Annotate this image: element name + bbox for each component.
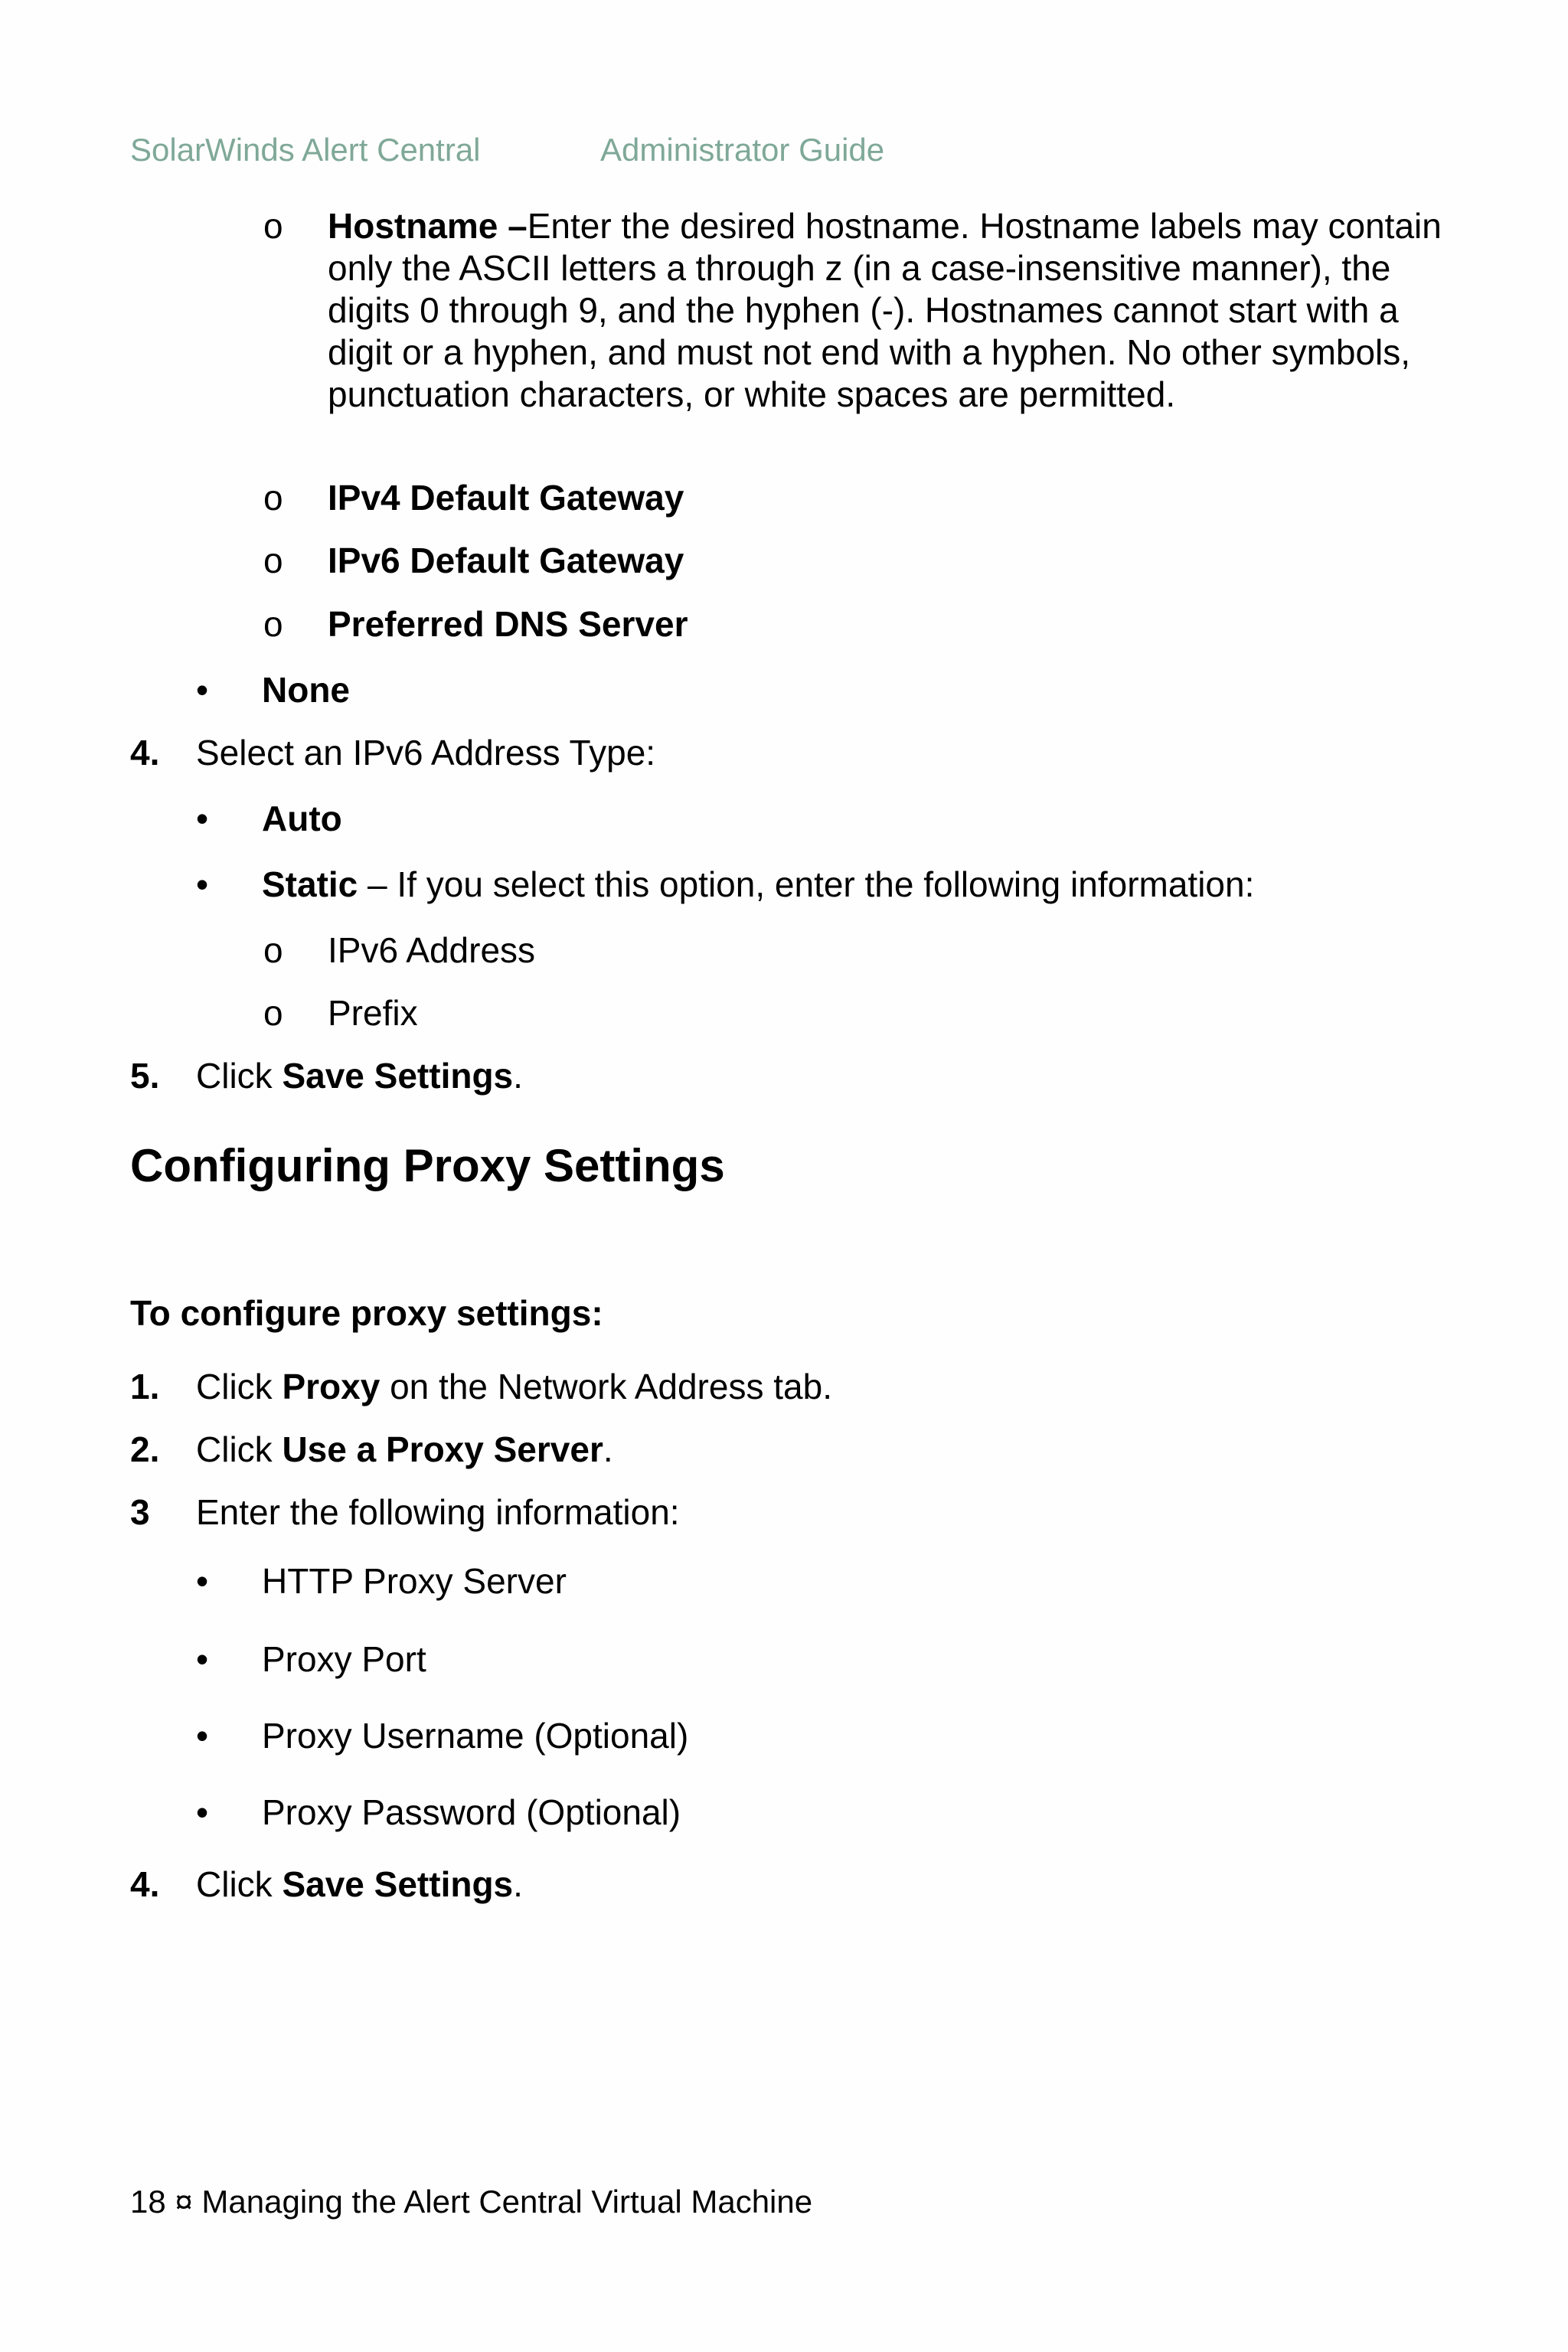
footer-separator: ¤ (175, 2184, 193, 2220)
bullet-marker: • (196, 1639, 209, 1679)
hostname-label: Hostname – (328, 206, 528, 246)
step-text-post: on the Network Address tab. (380, 1367, 832, 1406)
static-text: – If you select this option, enter the following information: (358, 864, 1255, 904)
hostname-text: Enter the desired hostname. Hostname labels may contain only the ASCII letters a through z (in a case-insensitive manner), the digits 0 through 9, and the hyphen (-). Hostnames cannot start with a digit or a hyphen, and must not end with a hyphen. No other symbols, punctuation characters, or white spaces are permitted. (328, 206, 1442, 414)
header-guide: Administrator Guide (600, 132, 885, 168)
step-text (196, 1864, 523, 1906)
step-text-post: . (513, 1864, 523, 1904)
list-item-http-proxy-server: HTTP Proxy Server (262, 1561, 567, 1601)
bullet-marker: • (196, 864, 209, 904)
sub-bullet-marker: o (263, 478, 283, 518)
step-text-bold: Save Settings (282, 1056, 514, 1096)
sub-bullet-marker: o (263, 930, 283, 970)
step-text (196, 1429, 613, 1471)
list-item-preferred-dns: Preferred DNS Server (328, 604, 688, 644)
list-item-static (262, 864, 1254, 906)
list-item-ipv6-address: IPv6 Address (328, 930, 536, 970)
step-number: 3 (130, 1492, 150, 1532)
page-number: 18 (130, 2184, 166, 2220)
list-item-none: None (262, 670, 350, 710)
bullet-marker: • (196, 1716, 209, 1756)
bullet-marker: • (196, 1561, 209, 1601)
step-number: 2. (130, 1429, 160, 1469)
step-text-bold: Proxy (282, 1367, 381, 1406)
list-item-proxy-port: Proxy Port (262, 1639, 426, 1679)
static-label: Static (262, 864, 358, 904)
list-item-prefix: Prefix (328, 993, 418, 1033)
list-item-proxy-password: Proxy Password (Optional) (262, 1792, 681, 1832)
step-text (196, 1055, 523, 1097)
sub-bullet-marker: o (263, 541, 283, 580)
step-text-post: . (513, 1056, 523, 1096)
list-item-proxy-username: Proxy Username (Optional) (262, 1716, 689, 1756)
step-number: 4. (130, 733, 160, 773)
list-item-ipv4-gateway: IPv4 Default Gateway (328, 478, 684, 518)
procedure-title: To configure proxy settings: (130, 1293, 603, 1333)
step-text-pre: Click (196, 1864, 283, 1904)
step-text-pre: Click (196, 1056, 283, 1096)
step-text-bold: Use a Proxy Server (282, 1429, 603, 1469)
step-text-bold: Save Settings (282, 1864, 514, 1904)
header-product: SolarWinds Alert Central (130, 132, 481, 168)
section-heading: Configuring Proxy Settings (130, 1140, 725, 1191)
step-text-post: . (603, 1429, 613, 1469)
sub-bullet-marker: o (263, 206, 283, 246)
step-text (196, 1491, 680, 1534)
footer-section: Managing the Alert Central Virtual Machine (201, 2184, 813, 2220)
page-footer (130, 2184, 812, 2220)
step-text-pre: Enter the following information: (196, 1492, 680, 1532)
hostname-description (328, 205, 1461, 416)
step-number: 1. (130, 1367, 160, 1406)
step-number: 5. (130, 1056, 160, 1096)
sub-bullet-marker: o (263, 993, 283, 1033)
list-item-ipv6-gateway: IPv6 Default Gateway (328, 541, 684, 580)
step-text: Select an IPv6 Address Type: (196, 733, 656, 773)
step-number: 4. (130, 1864, 160, 1904)
step-text (196, 1366, 832, 1408)
bullet-marker: • (196, 670, 209, 710)
bullet-marker: • (196, 799, 209, 838)
list-item-auto: Auto (262, 799, 342, 838)
step-text-pre: Click (196, 1429, 283, 1469)
step-text-pre: Click (196, 1367, 283, 1406)
sub-bullet-marker: o (263, 604, 283, 644)
bullet-marker: • (196, 1792, 209, 1832)
